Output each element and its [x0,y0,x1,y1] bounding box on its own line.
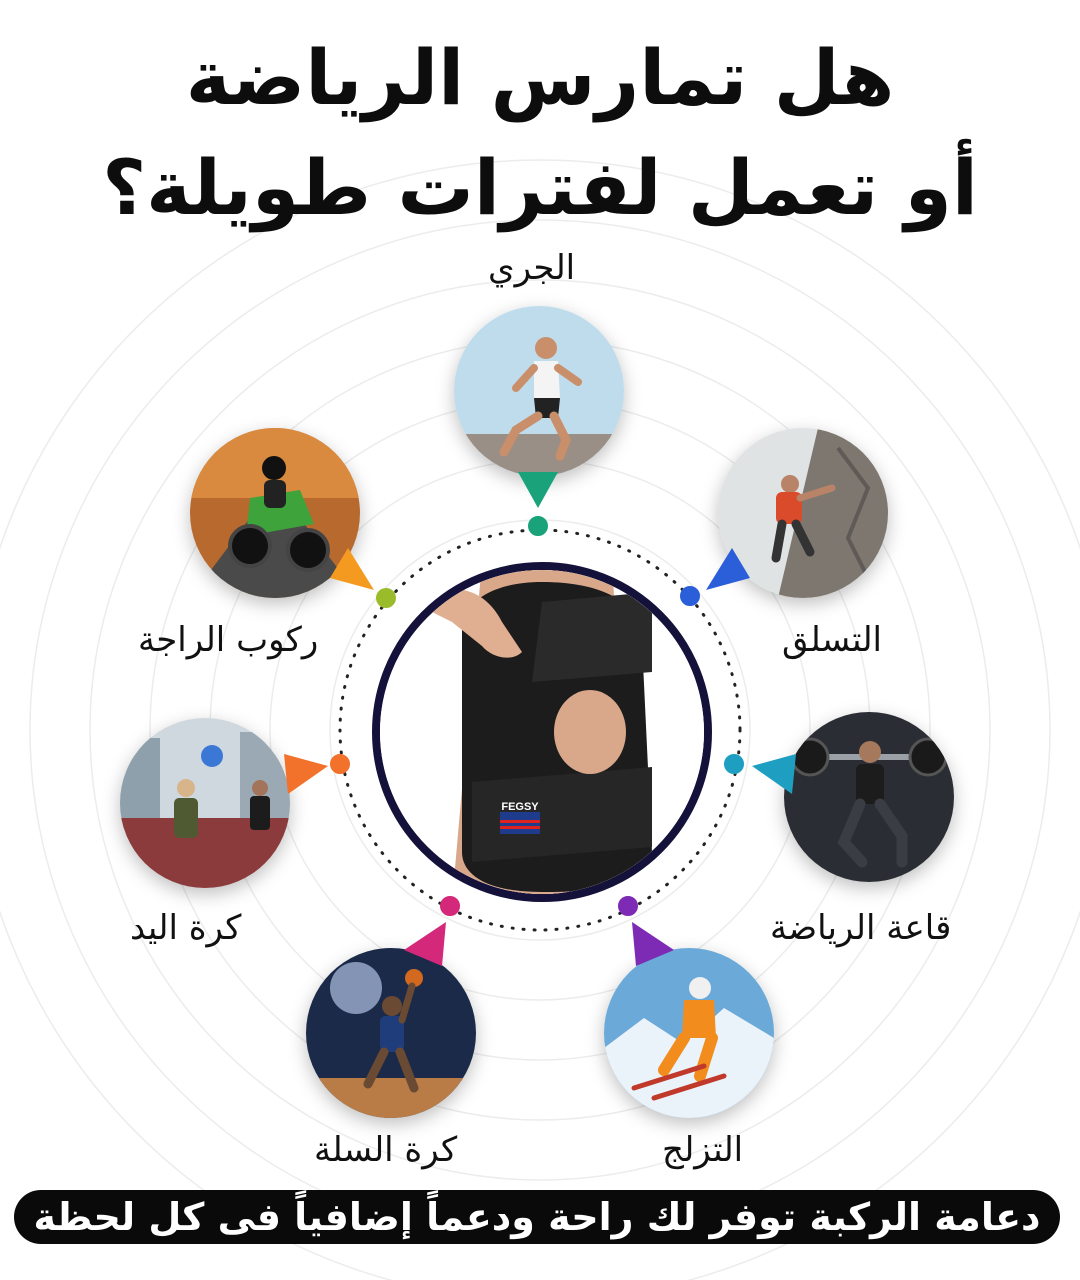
gym-photo [784,712,954,882]
label-basketball: كرة السلة [314,1130,458,1170]
skiing-photo [604,948,774,1118]
gym-marker [724,754,744,774]
knee-brace-photo [372,562,712,902]
running-pointer [518,472,558,508]
basketball-pointer [404,922,446,966]
handball-photo [120,718,290,888]
headline-line-2: أو تعمل لفترات طويلة؟ [102,143,978,232]
basketball-photo [306,948,476,1118]
brand-label: FEGSY [501,801,539,813]
bottom-banner: دعامة الركبة توفر لك راحة ودعماً إضافياً فى كل لحظة [14,1190,1060,1244]
handball-marker [330,754,350,774]
handball-pointer [284,754,328,794]
label-running: الجري [488,248,576,288]
running-marker [528,516,548,536]
label-climbing: التسلق [782,620,883,660]
label-gym: قاعة الرياضة [770,908,952,948]
running-photo [454,306,624,476]
climbing-pointer [706,548,750,590]
label-handball: كرة اليد [130,908,242,948]
gym-pointer [752,754,796,794]
motorcycle-pointer [330,548,374,590]
label-motorcycle: ركوب الراجة [138,620,319,660]
label-skiing: التزلج [662,1130,744,1170]
skiing-pointer [632,922,674,966]
headline-line-1: هل تمارس الرياضة [185,33,895,122]
